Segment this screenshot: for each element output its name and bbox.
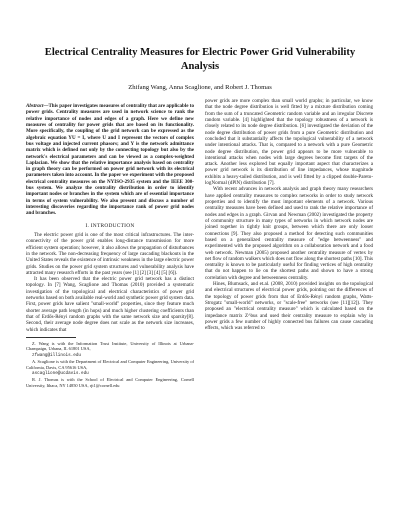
abstract-text: —This paper investigates measures of centrality that are applicable to power grids. Centrality measures are used in network science to rank the relative importance of nodes and edges of a graph. Here we define new measures of centrality for power grids that are based on its functionality. More specifically, the coupling of the grid network can be expressed as the algebraic equation YU = I, where U and I represent the vectors of complex bus voltage and injected current phasors; and Y is the network admittance matrix which is defined not only by the connecting topology but also by the network's electrical parameters and can be viewed as a complex-weighted Laplacian. We show that the relative importance analysis based on centrality in graph theory can be performed on power grid network with its electrical parameters taken into account. In the paper we experiment with the proposed electrical centrality measures on the NYISO-2935 system and the IEEE 300-bus system. We analyze the centrality distribution in order to identify important nodes or branches in the system which are of essential importance in terms of system vulnerability. We also present and discuss a number of interesting discoveries regarding the importance rank of power grid nodes and branches. [26,103,194,217]
footnote-rule [26,337,76,338]
intro-paragraph-1: The electric power grid is one of the most critical infrastructures. The inter-connectivity of the power grid enables long-distance transmission for more efficient system operation; however, it also allows the propagation of disturbances in the network. The non-decreasing frequency of large cascading blackouts in the United States reveals the existence of intrinsic weakness in the large electric power grids. Studies on the power grid system structures and vulnerability analysis have attracted many research efforts in the past years (see [1] [2] [3] [4] [5] [6]). [26,231,194,276]
section-heading-introduction: I. INTRODUCTION [85,222,135,229]
right-paragraph-2: With recent advances in network analysis and graph theory many researchers have applied centrality measures to complex networks in order to study network properties and to identify the most important elements of a network. Various centrality measures have been defined and used to rank the relative importance of nodes and edges in a graph. Girvan and Newman (2002) investigated the property of community structure in many types of networks in which network nodes are joined together in tightly knit groups, between which there are only looser connections [9]. They also proposed a method for detecting such communities based on a generalized centrality measure of "edge betweenness" and experimented with the proposed algorithm on a collaboration network and a food web network. Newman (2005) proposed another centrality measure of vertex by net flow of random walkers which does not flow along the shortest paths [10]. This centrality is known to be particularly useful for finding vertices of high centrality that do not happen to lie on the shortest paths and shown to have a strong correlation with degree and betweenness centrality. [205,186,373,281]
footnote-wang: Z. Wang is with the Information Trust Institute, University of Illinois at Urbana-Champaign, Urbana, IL 61801 USA, [26,340,194,352]
left-column [26,98,194,389]
paper-authors: Zhifang Wang, Anna Scaglione, and Robert J. Thomas [128,84,272,91]
footnote-scaglione: A. Scaglione is with the Department of Electrical and Computer Engineering, University of California, Davis, CA 95616 USA, [26,359,194,370]
intro-paragraph-2: It has been observed that the electric power grid network has a distinct topology. In [7] Wang, Scaglione and Thomas (2010) provided a systematic investigation of the topological and electrical characteristics of power grid networks based on both available real-world and synthetic power grid system data. First, power grids have salient "small-world" properties, since they feature much shorter average path length (in hops) and much higher clustering coefficients than that of Erdős-Rényi random graphs with the same network size and sparsity[8]. Second, their average node degree does not scale as the network size increases, which indicates that [26,276,194,333]
abstract-lead: Abstract [26,103,44,110]
footnote-thomas: R. J. Thomas is with the School of Electrical and Computer Engineering, Cornell University, Ithaca, NY 14850 USA, rjt1@cornell.edu [26,377,194,388]
footnote-scaglione-email: ascaglione@ucdavis.edu [32,371,89,377]
right-column [205,98,373,332]
abstract [26,103,194,217]
footnote-wang-email: zfwang@illinois.edu [32,352,81,358]
right-paragraph-1: power grids are more complex than small world graphs; in particular, we know that the node degree distribution is well fitted by a mixture distribution coming from the sum of a truncated Geometric random variable and an irregular Discrete random variable. [4] highlighted that the topology robustness of a network is closely related to its node degree distribution. [6] investigated the deviation of the node degree distribution of power grids from a pure Geometric distribution and concluded that it substantially affects the topological vulnerability of a network under intentional attacks. That is, compared to a network with a pure Geometric node degree distribution, the power grid appears to be more vulnerable to intentional attacks when nodes with large degrees become first targets of the attack. Another less explored but equally important aspect that characterizes a power grid network is its distribution of line impedances, whose magnitude exhibits a heavy-tailed distribution, and is well fitted by a clipped double-Pareto-logNormal (dPlN) distribution [7]. [205,98,373,187]
right-paragraph-3: Hines, Blumsack, and et.al. (2008, 2010) provided insights on the topological and electrical structures of electrical power grids, pointing out the differences of the topology of power grids from that of Erdős-Rényi random graphs, Watts-Strogatz "small-world" networks, or "scale-free" networks (see [11][12]). They proposed an "electrical centrality measure" which is calculated based on the impedance matrix Z^bus and used their centrality measure to explain why in power grids a few number of highly connected bus failures can cause cascading effects, which was referred to [205,281,373,332]
paper-title: Electrical Centrality Measures for Electric Power Grid Vulnerability Analysis [44,47,356,72]
